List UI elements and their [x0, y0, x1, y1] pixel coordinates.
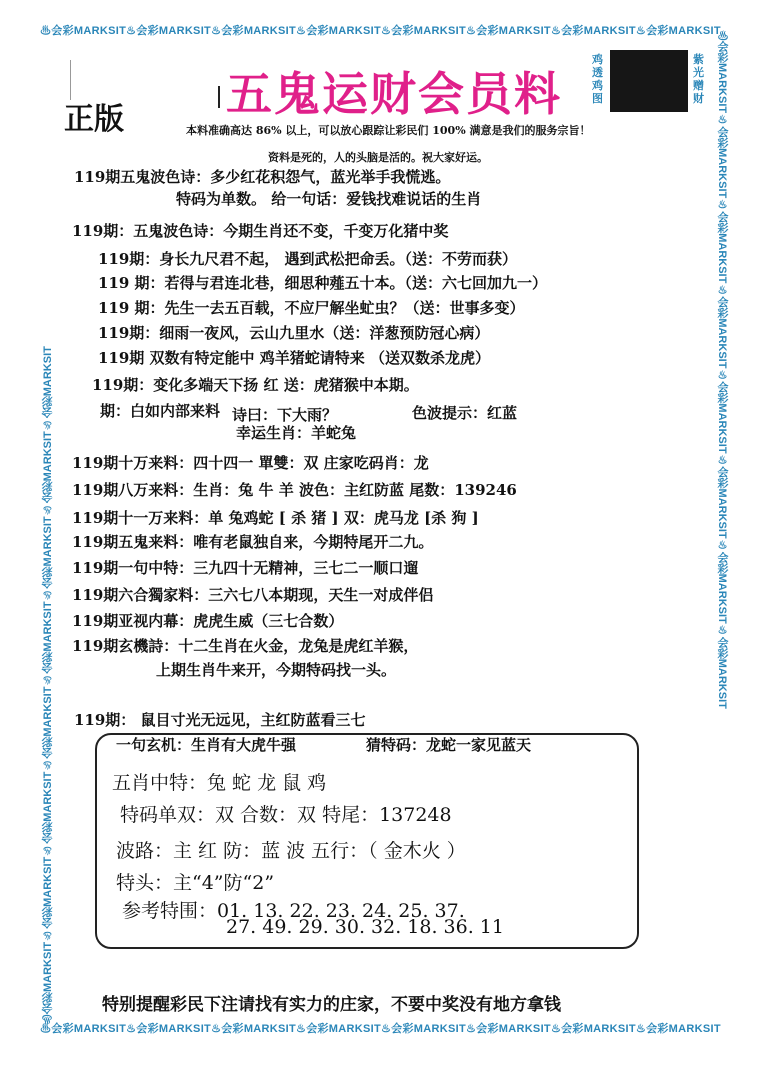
- summary-heading: 119期： 鼠目寸光无远见，主红防蓝看三七: [74, 711, 366, 729]
- poem-line-1: 119期五鬼波色诗：多少红花积怨气，蓝光举手我慌逃。: [74, 168, 451, 186]
- box-head: 特头：主“4”防“2”: [116, 872, 275, 894]
- genuine-badge: 正版: [64, 102, 124, 137]
- poem-line-2: 特码为单数。 给一句话：爱钱找难说话的生肖: [176, 190, 482, 208]
- footer-warning: 特别提醒彩民下注请找有实力的庄家，不要中奖没有地方拿钱: [102, 995, 561, 1015]
- box-riddle: 一句玄机：生肖有大虎牛强: [116, 736, 297, 754]
- lucky-zodiac: 幸运生肖：羊蛇兔: [236, 424, 357, 442]
- source-line: 上期生肖牛来开，今期特码找一头。: [156, 661, 397, 679]
- source-line: 119期五鬼来料：唯有老鼠独自来，今期特尾开二九。: [72, 533, 434, 551]
- prediction-line: 119 期：若得与君连北巷，细思种薤五十本。（送：六七回加九一）: [98, 274, 548, 292]
- page-title: 五鬼运财会员料: [226, 67, 562, 121]
- prediction-line: 119期：变化多端天下扬 红 送：虎猪猴中本期。: [92, 376, 419, 394]
- source-line: 119期八万来料：生肖：兔 牛 羊 波色：主红防蓝 尾数：139246: [72, 481, 517, 499]
- box-guess: 猜特码：龙蛇一家见蓝天: [366, 736, 532, 754]
- box-range-1: 参考特围：01. 13. 22. 23. 24. 25. 37.: [122, 900, 465, 922]
- box-wave-path: 波路：主 红 防：蓝 波 五行：（ 金木火 ）: [116, 840, 466, 862]
- riddle-poem: 诗曰：下大雨？: [232, 406, 338, 424]
- riddle-prefix: 期：白如内部来料: [100, 402, 221, 420]
- prediction-line: 119期：细雨一夜风，云山九里水（送：洋葱预防冠心病）: [98, 324, 490, 342]
- top-border-text: ♨会彩MARKSIT♨会彩MARKSIT♨会彩MARKSIT♨会彩MARKSIT♨会彩MARKSIT♨会彩MARKSIT♨会彩MARKSIT♨会彩MARKSIT: [40, 25, 721, 37]
- bottom-border-text: ♨会彩MARKSIT♨会彩MARKSIT♨会彩MARKSIT♨会彩MARKSIT♨会彩MARKSIT♨会彩MARKSIT♨会彩MARKSIT♨会彩MARKSIT: [40, 1023, 721, 1035]
- source-line: 119期玄機詩：十二生肖在火金，龙兔是虎红羊猴，: [72, 637, 419, 655]
- stamp-right-text: 紫光赠财: [693, 54, 704, 105]
- source-line: 119期十万来料：四十四一 單雙：双 庄家吃码肖：龙: [72, 454, 429, 472]
- stamp-left-text: 鸡透鸡图: [592, 54, 603, 105]
- prediction-line: 119期：身长九尺君不起， 遇到武松把命丢。（送：不劳而获）: [98, 250, 518, 268]
- source-line: 119期六合獨家料：三六七八本期现，天生一对成伴侣: [72, 586, 434, 604]
- color-hint: 色波提示：红蓝: [412, 404, 518, 422]
- prediction-line: 119 期：先生一去五百载，不应尸解坐虻虫？（送：世事多变）: [98, 299, 525, 317]
- prediction-line: 119期：五鬼波色诗：今期生肖还不变，千变万化猪中奖: [72, 222, 449, 240]
- box-odd-even: 特码单双：双 合数：双 特尾：137248: [120, 804, 452, 826]
- box-five-zodiac: 五肖中特：兔 蛇 龙 鼠 鸡: [112, 772, 327, 794]
- prediction-line: 119期 双数有特定能中 鸡羊猪蛇请特来 （送双数杀龙虎）: [98, 349, 490, 367]
- source-line: 119期亚视内幕：虎虎生威（三七合数）: [72, 612, 344, 630]
- source-line: 119期十一万来料：单 兔鸡蛇 [ 杀 猪 ] 双：虎马龙 [杀 狗 ]: [72, 509, 479, 527]
- slogan-accuracy: 本料准确高达 86% 以上，可以放心跟踪让彩民们 100% 满意是我们的服务宗旨！: [186, 124, 591, 137]
- left-border-text: ♨会彩MARKSIT♨会彩MARKSIT♨会彩MARKSIT♨会彩MARKSIT♨会彩MARKSIT♨会彩MARKSIT♨会彩MARKSIT♨会彩MARKSIT: [42, 346, 54, 1025]
- stamp-black-block: [610, 50, 688, 112]
- title-bar-mark: [218, 86, 220, 108]
- right-border-text: ♨会彩MARKSIT♨会彩MARKSIT♨会彩MARKSIT♨会彩MARKSIT♨会彩MARKSIT♨会彩MARKSIT♨会彩MARKSIT♨会彩MARKSIT: [716, 30, 728, 709]
- source-line: 119期一句中特：三九四十无精神，三七二一顺口遛: [72, 559, 419, 577]
- box-range-2: 27. 49. 29. 30. 32. 18. 36. 11: [226, 916, 504, 938]
- slogan-luck: 资料是死的，人的头脑是活的。祝大家好运。: [268, 151, 488, 164]
